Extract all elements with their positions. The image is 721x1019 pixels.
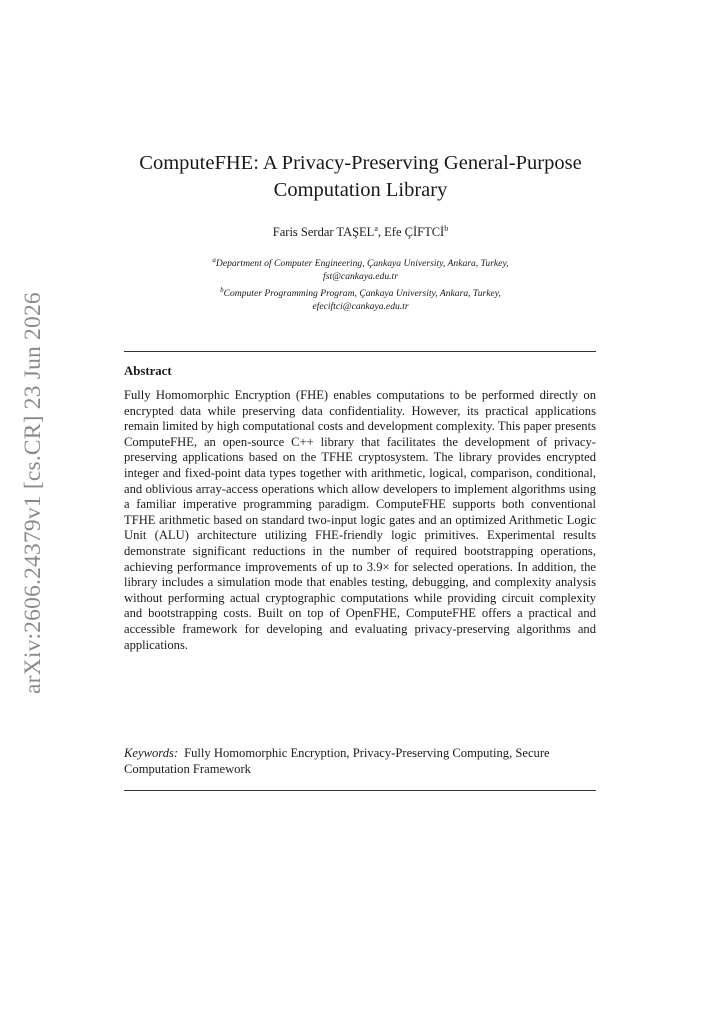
abstract-top-rule xyxy=(124,351,596,352)
affiliation-line xyxy=(120,254,601,271)
author-mark: a xyxy=(374,224,378,233)
affiliation-text: Department of Computer Engineering, Çankaya University, Ankara, Turkey, xyxy=(215,258,509,270)
abstract-heading: Abstract xyxy=(124,364,172,378)
keywords-text: Fully Homomorphic Encryption, Privacy-Preserving Computing, Secure Computation Framework xyxy=(124,746,550,776)
author-name: Efe ÇİFTCİ xyxy=(384,225,445,240)
affiliation-email[interactable]: efeciftci@cankaya.edu.tr xyxy=(312,300,409,312)
author-mark: b xyxy=(444,224,449,233)
author-name: Faris Serdar TAŞEL xyxy=(272,225,375,240)
affiliation-line xyxy=(120,284,601,301)
affiliation-mark: a xyxy=(212,256,216,264)
paper-title: ComputeFHE: A Privacy-Preserving General-Purpose Computation Library xyxy=(139,152,582,201)
abstract-bottom-rule xyxy=(124,790,596,791)
keywords-label: Keywords: xyxy=(124,746,179,760)
author-list: Faris Serdar TAŞEL$^a$, Efe ÇİFTCİ$^b$ xyxy=(272,224,449,240)
abstract-text: Fully Homomorphic Encryption (FHE) enables computations to be performed directly on encrypted data while preserving data confidentiality. However, its practical applications remain limited by high computational costs and development complexity. This paper presents ComputeFHE, an open-source C++ library that facilitates the development of privacy-preserving applications based on the TFHE cryptosystem. The library provides encrypted integer and fixed-point data types together with arithmetic, logical, comparison, conditional, and oblivious array-access operations which allow developers to implement algorithms using a familiar imperative programming paradigm. ComputeFHE supports both conventional TFHE arithmetic based on standard two-input logic gates and an optimized Arithmetic Logic Unit (ALU) architecture utilizing FHE-friendly logic primitives. Experimental results demonstrate significant reductions in the number of required bootstrapping operations, achieving performance improvements of up to 3.9× for selected operations. In addition, the library includes a simulation mode that enables testing, debugging, and complexity analysis without performing actual cryptographic computations while providing circuit complexity and bootstrapping costs. Built on top of OpenFHE, ComputeFHE offers a practical and accessible framework for developing and evaluating privacy-preserving algorithms and applications. xyxy=(124,388,596,652)
affiliation-mark: b xyxy=(220,285,224,294)
affiliation-text: Computer Programming Program, Çankaya University, Ankara, Turkey, xyxy=(223,287,501,299)
affiliation-email[interactable]: fst@cankaya.edu.tr xyxy=(323,270,398,282)
affiliations xyxy=(120,254,601,314)
keywords xyxy=(124,746,596,777)
arxiv-identifier: arXiv:2606.24379v1 [cs.CR] 23 Jun 2026 xyxy=(20,292,46,694)
